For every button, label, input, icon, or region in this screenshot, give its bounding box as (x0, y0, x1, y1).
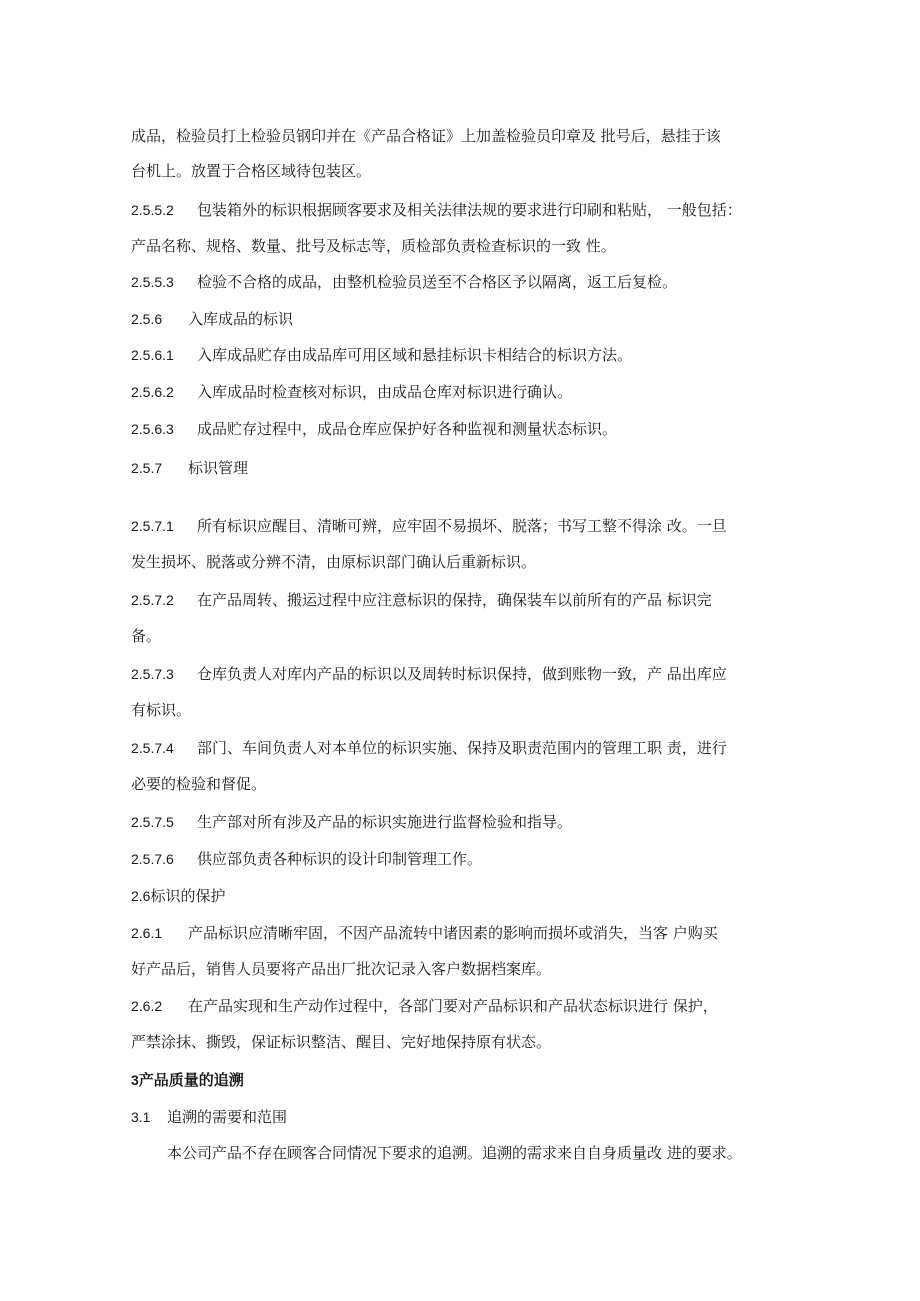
chapter-heading-3 (131, 1069, 244, 1091)
paragraph-line (131, 235, 616, 257)
section-heading-2-6 (131, 885, 225, 907)
clause-text: 入库成品贮存由成品库可用区域和悬挂标识卡相结合的标识方法。 (197, 346, 633, 364)
clause-2-5-5-3 (131, 271, 677, 293)
line-text: 成品，检验员打上检验员钢印并在《产品合格证》上加盖检验员印章及 批号后，悬挂于该 (131, 127, 721, 145)
clause-text: 部门、车间负责人对本单位的标识实施、保持及职责范围内的管理工职 责，进行 (197, 739, 727, 757)
line-text: 台机上。放置于合格区域待包装区。 (131, 162, 372, 180)
clause-number: 2.5.7.5 (131, 814, 174, 830)
clause-number: 2.5.6.3 (131, 421, 174, 437)
clause-2-6-2 (131, 995, 718, 1017)
clause-2-5-6-3 (131, 418, 617, 440)
paragraph-line (131, 958, 551, 980)
clause-number: 2.5.7.3 (131, 666, 174, 682)
clause-2-5-7-1 (131, 515, 727, 537)
clause-number: 2.5.7.2 (131, 592, 174, 608)
line-text: 必要的检验和督促。 (131, 775, 267, 793)
clause-2-5-7-6 (131, 848, 482, 870)
clause-number: 2.6.1 (131, 925, 163, 941)
clause-number: 2.5.7.6 (131, 851, 174, 867)
clause-2-5-7-4 (131, 737, 727, 759)
clause-number: 2.5.5.2 (131, 202, 174, 218)
line-text: 发生损坏、脱落或分辨不清，由原标识部门确认后重新标识。 (131, 553, 537, 571)
clause-text: 包装箱外的标识根据顾客要求及相关法律法规的要求进行印刷和粘贴， 一般包括： (197, 201, 742, 219)
clause-2-5-5-2 (131, 199, 742, 221)
section-title: 标识的保护 (150, 887, 226, 905)
paragraph-line (131, 551, 536, 573)
clause-2-5-7-5 (131, 811, 572, 833)
paragraph-line (131, 699, 191, 721)
clause-2-5-6-2 (131, 381, 572, 403)
clause-2-6-1 (131, 922, 718, 944)
line-text: 备。 (131, 627, 162, 645)
clause-2-5-6-1 (131, 344, 632, 366)
clause-text: 入库成品时检查核对标识，由成品仓库对标识进行确认。 (197, 383, 573, 401)
chapter-title: 产品质量的追溯 (138, 1071, 244, 1089)
clause-number: 2.5.5.3 (131, 274, 174, 290)
paragraph-line (167, 1142, 742, 1164)
paragraph-line (131, 773, 266, 795)
clause-text: 生产部对所有涉及产品的标识实施进行监督检验和指导。 (197, 813, 573, 831)
section-title: 入库成品的标识 (188, 310, 294, 328)
paragraph-line (131, 1031, 551, 1053)
paragraph-line (131, 625, 161, 647)
section-heading-2-5-6 (131, 308, 293, 330)
line-text: 本公司产品不存在顾客合同情况下要求的追溯。追溯的需求来自自身质量改 进的要求。 (167, 1144, 742, 1162)
section-number: 2.6 (131, 888, 151, 904)
clause-text: 成品贮存过程中，成品仓库应保护好各种监视和测量状态标识。 (197, 420, 618, 438)
clause-number: 2.5.6.1 (131, 347, 174, 363)
clause-text: 仓库负责人对库内产品的标识以及周转时标识保持，做到账物一致，产 品出库应 (197, 665, 727, 683)
paragraph-line (131, 160, 371, 182)
clause-text: 供应部负责各种标识的设计印制管理工作。 (197, 850, 483, 868)
chapter-number: 3 (131, 1072, 139, 1088)
section-heading-2-5-7 (131, 457, 248, 479)
clause-number: 2.5.6.2 (131, 384, 174, 400)
clause-2-5-7-2 (131, 589, 712, 611)
clause-text: 所有标识应醒目、清晰可辨，应牢固不易损坏、脱落；书写工整不得涂 改。一旦 (197, 517, 727, 535)
clause-number: 2.6.2 (131, 998, 163, 1014)
section-title: 标识管理 (188, 459, 249, 477)
section-number: 2.5.7 (131, 460, 163, 476)
clause-text: 在产品实现和生产动作过程中，各部门要对产品标识和产品状态标识进行 保护， (188, 997, 718, 1015)
line-text: 好产品后，销售人员要将产品出厂批次记录入客户数据档案库。 (131, 960, 552, 978)
clause-number: 2.5.7.1 (131, 518, 174, 534)
clause-text: 产品标识应清晰牢固，不因产品流转中诸因素的影响而损坏或消失，当客 户购买 (188, 924, 718, 942)
clause-text: 检验不合格的成品，由整机检验员送至不合格区予以隔离，返工后复检。 (197, 273, 678, 291)
section-number: 3.1 (131, 1109, 151, 1125)
line-text: 有标识。 (131, 701, 192, 719)
line-text: 严禁涂抹、撕毁，保证标识整洁、醒目、完好地保持原有状态。 (131, 1033, 552, 1051)
section-title: 追溯的需要和范围 (167, 1108, 288, 1126)
clause-2-5-7-3 (131, 663, 727, 685)
clause-number: 2.5.7.4 (131, 740, 174, 756)
section-heading-3-1 (131, 1106, 287, 1128)
section-number: 2.5.6 (131, 311, 163, 327)
clause-text: 在产品周转、搬运过程中应注意标识的保持，确保装车以前所有的产品 标识完 (197, 591, 712, 609)
paragraph-line (131, 125, 721, 147)
line-text: 产品名称、规格、数量、批号及标志等，质检部负责检查标识的一致 性。 (131, 237, 616, 255)
